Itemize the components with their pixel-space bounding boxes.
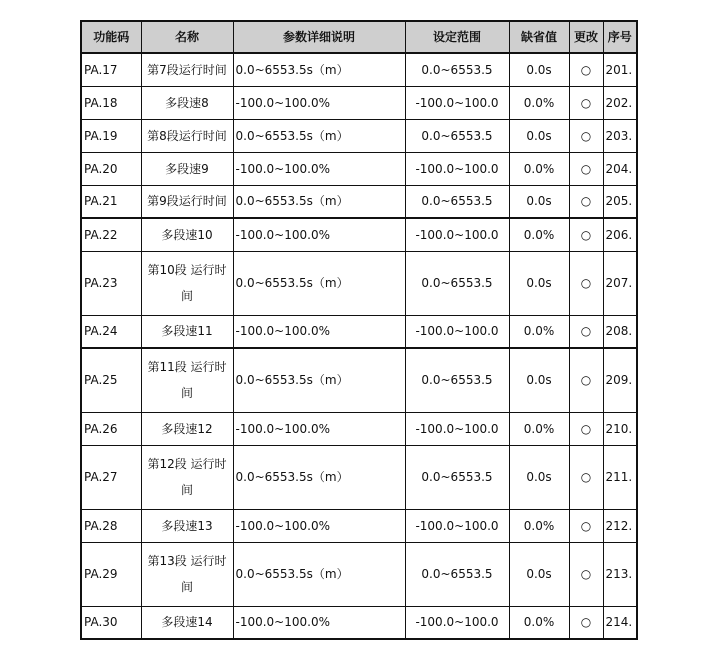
cell-description: -100.0~100.0%: [233, 86, 405, 119]
cell-change: ○: [569, 412, 603, 445]
cell-range: -100.0~100.0: [405, 315, 509, 348]
table-row: [81, 251, 637, 315]
cell-default: 0.0s: [509, 251, 569, 315]
table-row: [81, 542, 637, 606]
table-row: [81, 348, 637, 412]
cell-code: PA.29: [81, 542, 141, 606]
table-row: [81, 445, 637, 509]
cell-seq: 201.: [603, 53, 637, 86]
cell-default: 0.0s: [509, 542, 569, 606]
cell-code: PA.22: [81, 218, 141, 251]
cell-code: PA.21: [81, 185, 141, 218]
cell-code: PA.23: [81, 251, 141, 315]
cell-seq: 210.: [603, 412, 637, 445]
cell-name: 第9段运行时间: [141, 185, 233, 218]
cell-change: ○: [569, 119, 603, 152]
cell-description: 0.0~6553.5s（m）: [233, 348, 405, 412]
cell-change: ○: [569, 606, 603, 639]
cell-seq: 208.: [603, 315, 637, 348]
cell-range: -100.0~100.0: [405, 606, 509, 639]
cell-name: 第10段 运行时间: [141, 251, 233, 315]
cell-default: 0.0%: [509, 606, 569, 639]
cell-change: ○: [569, 509, 603, 542]
cell-default: 0.0s: [509, 53, 569, 86]
table-row: [81, 218, 637, 251]
cell-seq: 206.: [603, 218, 637, 251]
header-range: 设定范围: [405, 21, 509, 53]
cell-description: 0.0~6553.5s（m）: [233, 445, 405, 509]
cell-code: PA.25: [81, 348, 141, 412]
cell-seq: 213.: [603, 542, 637, 606]
cell-change: ○: [569, 542, 603, 606]
cell-default: 0.0s: [509, 348, 569, 412]
cell-code: PA.19: [81, 119, 141, 152]
cell-code: PA.30: [81, 606, 141, 639]
cell-change: ○: [569, 53, 603, 86]
cell-seq: 209.: [603, 348, 637, 412]
cell-name: 多段速13: [141, 509, 233, 542]
cell-default: 0.0%: [509, 509, 569, 542]
cell-default: 0.0s: [509, 185, 569, 218]
header-description: 参数详细说明: [233, 21, 405, 53]
table-row: [81, 86, 637, 119]
cell-default: 0.0%: [509, 218, 569, 251]
cell-seq: 204.: [603, 152, 637, 185]
cell-description: -100.0~100.0%: [233, 412, 405, 445]
cell-code: PA.17: [81, 53, 141, 86]
cell-description: 0.0~6553.5s（m）: [233, 53, 405, 86]
cell-name: 多段速9: [141, 152, 233, 185]
cell-range: 0.0~6553.5: [405, 185, 509, 218]
cell-code: PA.18: [81, 86, 141, 119]
cell-seq: 202.: [603, 86, 637, 119]
cell-change: ○: [569, 218, 603, 251]
table-row: [81, 119, 637, 152]
cell-change: ○: [569, 86, 603, 119]
cell-description: 0.0~6553.5s（m）: [233, 542, 405, 606]
table-row: [81, 509, 637, 542]
cell-seq: 212.: [603, 509, 637, 542]
cell-description: -100.0~100.0%: [233, 152, 405, 185]
cell-name: 多段速14: [141, 606, 233, 639]
cell-description: -100.0~100.0%: [233, 218, 405, 251]
cell-default: 0.0s: [509, 445, 569, 509]
cell-description: -100.0~100.0%: [233, 315, 405, 348]
cell-change: ○: [569, 152, 603, 185]
cell-range: 0.0~6553.5: [405, 542, 509, 606]
cell-code: PA.26: [81, 412, 141, 445]
cell-name: 第13段 运行时间: [141, 542, 233, 606]
cell-change: ○: [569, 315, 603, 348]
cell-seq: 205.: [603, 185, 637, 218]
cell-default: 0.0%: [509, 86, 569, 119]
table-row: [81, 53, 637, 86]
cell-code: PA.24: [81, 315, 141, 348]
cell-description: 0.0~6553.5s（m）: [233, 251, 405, 315]
cell-range: -100.0~100.0: [405, 218, 509, 251]
table-row: [81, 315, 637, 348]
cell-change: ○: [569, 348, 603, 412]
cell-change: ○: [569, 185, 603, 218]
cell-seq: 211.: [603, 445, 637, 509]
cell-default: 0.0%: [509, 315, 569, 348]
cell-name: 多段速12: [141, 412, 233, 445]
cell-seq: 214.: [603, 606, 637, 639]
cell-description: 0.0~6553.5s（m）: [233, 185, 405, 218]
cell-default: 0.0%: [509, 152, 569, 185]
cell-default: 0.0%: [509, 412, 569, 445]
cell-seq: 203.: [603, 119, 637, 152]
cell-name: 第12段 运行时间: [141, 445, 233, 509]
cell-code: PA.20: [81, 152, 141, 185]
cell-range: -100.0~100.0: [405, 152, 509, 185]
cell-name: 第11段 运行时间: [141, 348, 233, 412]
cell-range: 0.0~6553.5: [405, 119, 509, 152]
cell-description: 0.0~6553.5s（m）: [233, 119, 405, 152]
header-row: [81, 21, 637, 53]
cell-range: 0.0~6553.5: [405, 348, 509, 412]
cell-description: -100.0~100.0%: [233, 509, 405, 542]
cell-change: ○: [569, 251, 603, 315]
cell-default: 0.0s: [509, 119, 569, 152]
cell-name: 多段速11: [141, 315, 233, 348]
cell-range: 0.0~6553.5: [405, 53, 509, 86]
cell-range: -100.0~100.0: [405, 509, 509, 542]
cell-range: 0.0~6553.5: [405, 251, 509, 315]
parameter-table: [80, 20, 638, 640]
header-code: 功能码: [81, 21, 141, 53]
table-row: [81, 606, 637, 639]
cell-range: -100.0~100.0: [405, 412, 509, 445]
cell-description: -100.0~100.0%: [233, 606, 405, 639]
cell-range: 0.0~6553.5: [405, 445, 509, 509]
cell-code: PA.28: [81, 509, 141, 542]
cell-seq: 207.: [603, 251, 637, 315]
table-row: [81, 152, 637, 185]
cell-name: 多段速8: [141, 86, 233, 119]
header-change: 更改: [569, 21, 603, 53]
cell-name: 第7段运行时间: [141, 53, 233, 86]
cell-range: -100.0~100.0: [405, 86, 509, 119]
table-row: [81, 185, 637, 218]
cell-name: 第8段运行时间: [141, 119, 233, 152]
table-row: [81, 412, 637, 445]
cell-name: 多段速10: [141, 218, 233, 251]
header-default: 缺省值: [509, 21, 569, 53]
header-seq: 序号: [603, 21, 637, 53]
cell-code: PA.27: [81, 445, 141, 509]
cell-change: ○: [569, 445, 603, 509]
header-name: 名称: [141, 21, 233, 53]
